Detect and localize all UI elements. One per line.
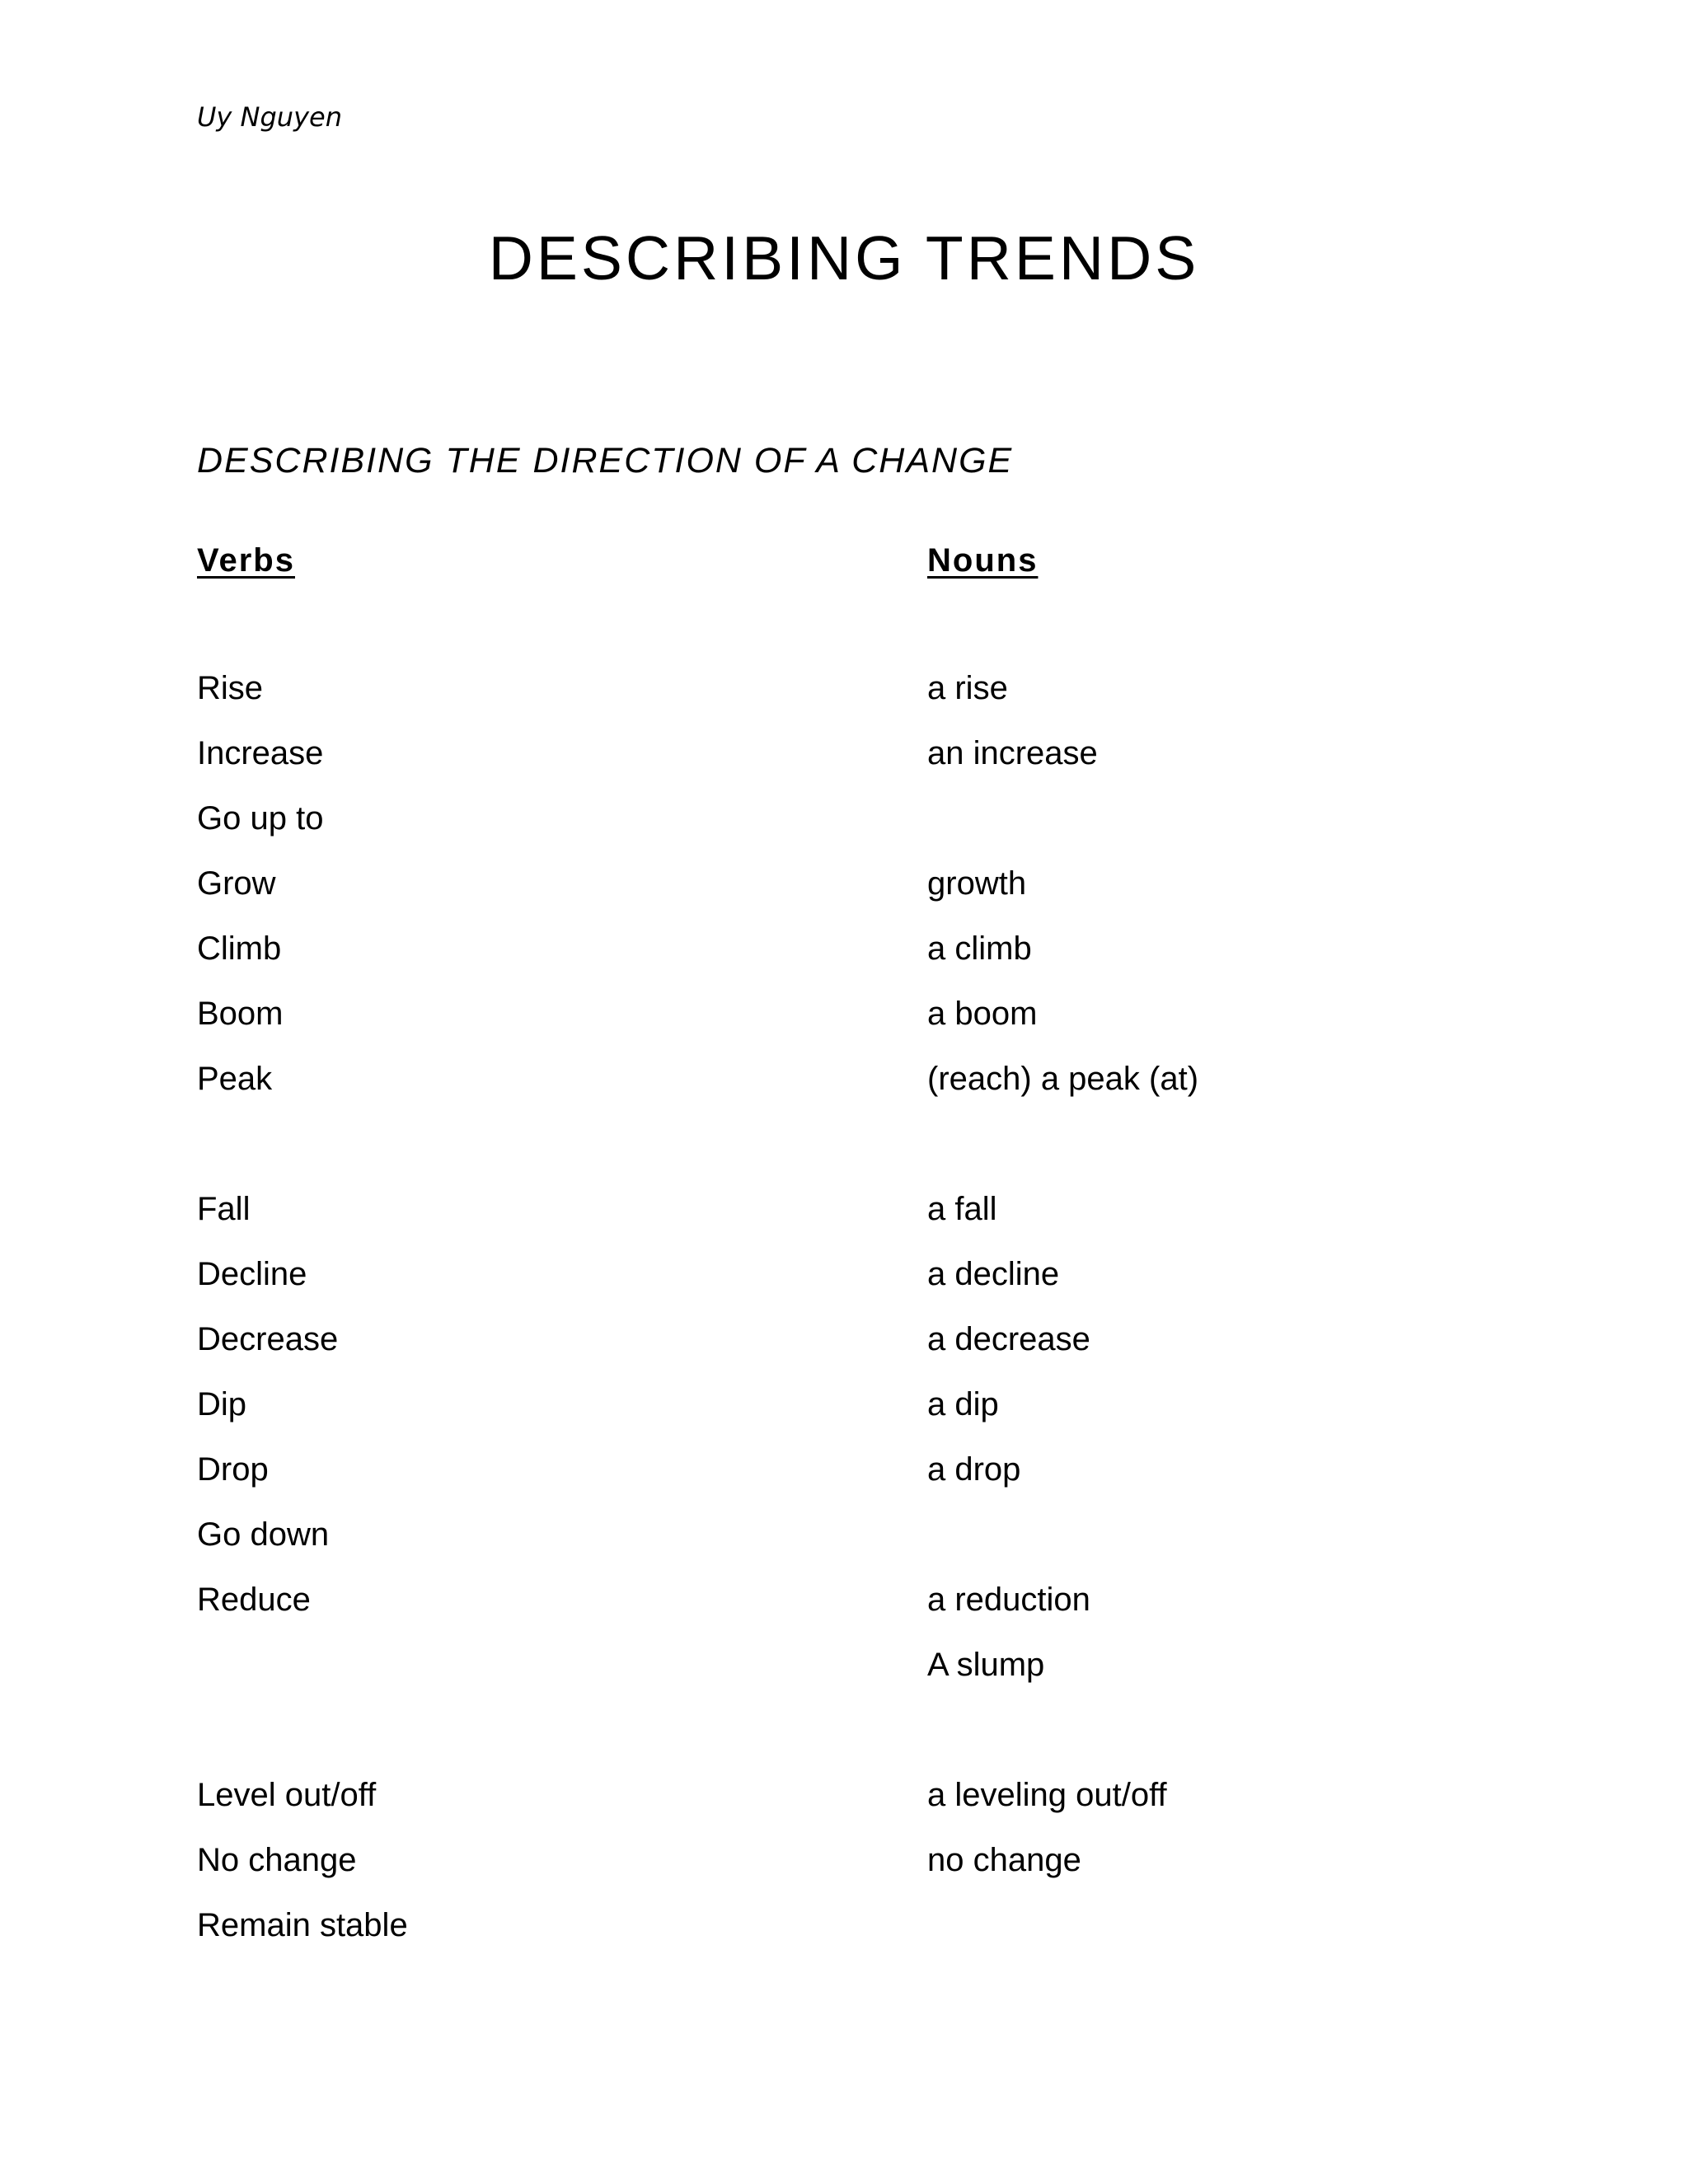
verb-cell: Level out/off [197, 1777, 377, 1813]
noun-cell: a boom [927, 996, 1038, 1032]
vocab-row [0, 1575, 1688, 1624]
vocab-row [0, 1640, 1688, 1690]
vocab-row [0, 1445, 1688, 1494]
noun-cell: a dip [927, 1386, 999, 1422]
verb-cell: Peak [197, 1061, 273, 1097]
noun-cell: an increase [927, 735, 1098, 771]
verb-cell: Rise [197, 670, 264, 706]
verb-cell: Go up to [197, 800, 324, 837]
noun-cell: a fall [927, 1191, 997, 1227]
noun-cell: a drop [927, 1451, 1021, 1488]
section-heading: DESCRIBING THE DIRECTION OF A CHANGE [197, 441, 1014, 480]
noun-cell: a leveling out/off [927, 1777, 1167, 1813]
verb-cell: Boom [197, 996, 284, 1032]
verb-cell: Fall [197, 1191, 251, 1227]
verb-cell: Dip [197, 1386, 247, 1422]
verb-cell: Reduce [197, 1582, 311, 1618]
vocab-row [0, 1835, 1688, 1885]
vocab-row [0, 1770, 1688, 1820]
verb-cell: Remain stable [197, 1907, 408, 1943]
vocab-row [0, 1510, 1688, 1559]
vocab-row [0, 1054, 1688, 1104]
vocab-row [0, 859, 1688, 908]
vocab-row [0, 729, 1688, 778]
vocab-row [0, 794, 1688, 843]
vocab-row [0, 989, 1688, 1038]
vocab-row [0, 1249, 1688, 1299]
vocab-row [0, 924, 1688, 973]
vocab-row [0, 1184, 1688, 1234]
verb-cell: Decline [197, 1256, 307, 1292]
noun-cell: a reduction [927, 1582, 1090, 1618]
noun-cell: a climb [927, 930, 1032, 967]
noun-cell: (reach) a peak (at) [927, 1061, 1199, 1097]
page-title: DESCRIBING TRENDS [488, 223, 1200, 293]
noun-cell: growth [927, 865, 1027, 902]
verb-cell: Decrease [197, 1321, 339, 1357]
verbs-column-heading: Verbs [197, 542, 295, 579]
verb-cell: Climb [197, 930, 282, 967]
verb-cell: Go down [197, 1516, 330, 1553]
verb-cell: No change [197, 1842, 357, 1878]
noun-cell: a decline [927, 1256, 1060, 1292]
vocab-row [0, 1900, 1688, 1950]
vocab-row [0, 1315, 1688, 1364]
vocab-row [0, 663, 1688, 713]
verb-cell: Increase [197, 735, 324, 771]
verb-cell: Drop [197, 1451, 269, 1488]
noun-cell: no change [927, 1842, 1081, 1878]
noun-cell: a rise [927, 670, 1008, 706]
noun-cell: a decrease [927, 1321, 1090, 1357]
nouns-column-heading: Nouns [927, 542, 1039, 579]
verb-cell: Grow [197, 865, 276, 902]
author-name: Uy Nguyen [197, 101, 342, 133]
vocab-row [0, 1380, 1688, 1429]
noun-cell: A slump [927, 1647, 1045, 1683]
